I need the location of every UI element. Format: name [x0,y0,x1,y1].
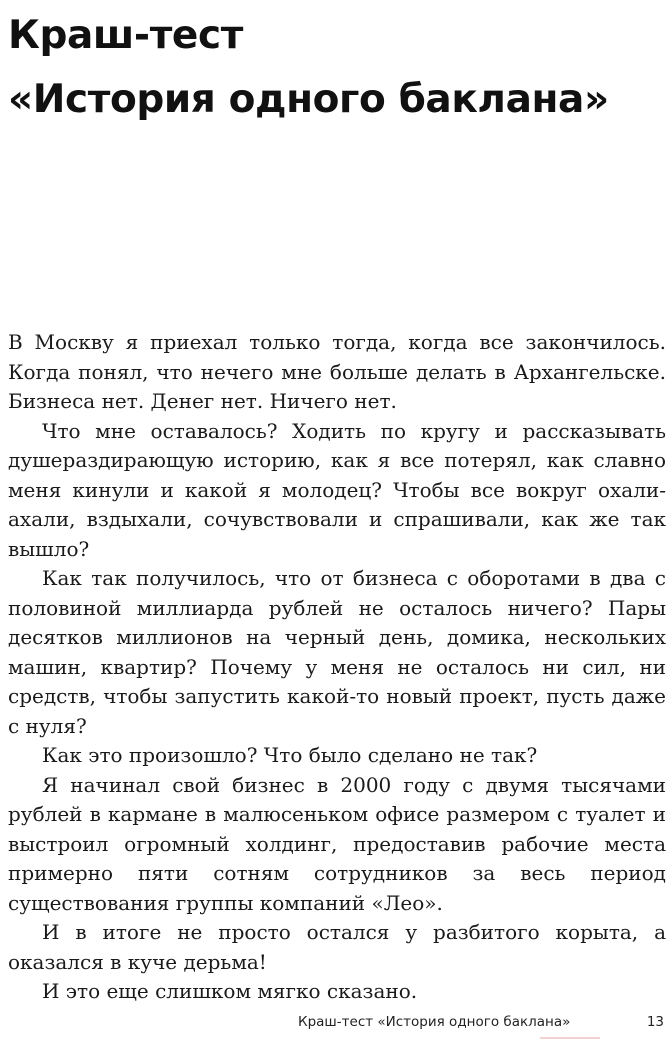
running-footer [0,1010,672,1034]
paragraph-6: И в итоге не просто остался у разбитого корыта, а оказался в куче дерьма! [8,920,666,974]
chapter-title [8,4,668,132]
paragraph-5: Я начинал свой бизнес в 2000 году с двумя тысячами рублей в кармане в малюсеньком офисе размером с туалет и выстроил огромный холдинг, предоставив рабочие места примерно пяти сотням сотрудников за весь период существования группы компаний «Лео». [8,772,666,915]
page-number: 13 [646,1014,664,1030]
body-text [8,328,666,1007]
paragraph-2: Что мне оставалось? Ходить по кругу и рассказывать душераздирающую историю, как я все потерял, как славно меня кинули и какой я молодец? Чтобы все вокруг охали-ахали, вздыхали, сочувствовали и спрашивали, как же так вышло? [8,418,666,561]
chapter-title-line-2: «История одного баклана» [8,77,609,122]
footer-underline [540,1037,600,1039]
paragraph-1: В Москву я приехал только тогда, когда все закончилось. Когда понял, что нечего мне больше делать в Архангельске. Бизнеса нет. Денег нет. Ничего нет. [8,330,666,413]
paragraph-4: Как это произошло? Что было сделано не так? [42,743,538,767]
chapter-title-line-1: Краш-тест [8,13,243,58]
paragraph-7: И это еще слишком мягко сказано. [42,979,418,1003]
running-title: Краш-тест «История одного баклана» [298,1014,571,1030]
paragraph-3: Как так получилось, что от бизнеса с оборотами в два с половиной миллиарда рублей не осталось ничего? Пары десятков миллионов на черный день, домика, нескольких машин, квартир? Почему у меня не осталось ни сил, ни средств, чтобы запустить какой-то новый проект, пусть даже с нуля? [8,566,666,738]
